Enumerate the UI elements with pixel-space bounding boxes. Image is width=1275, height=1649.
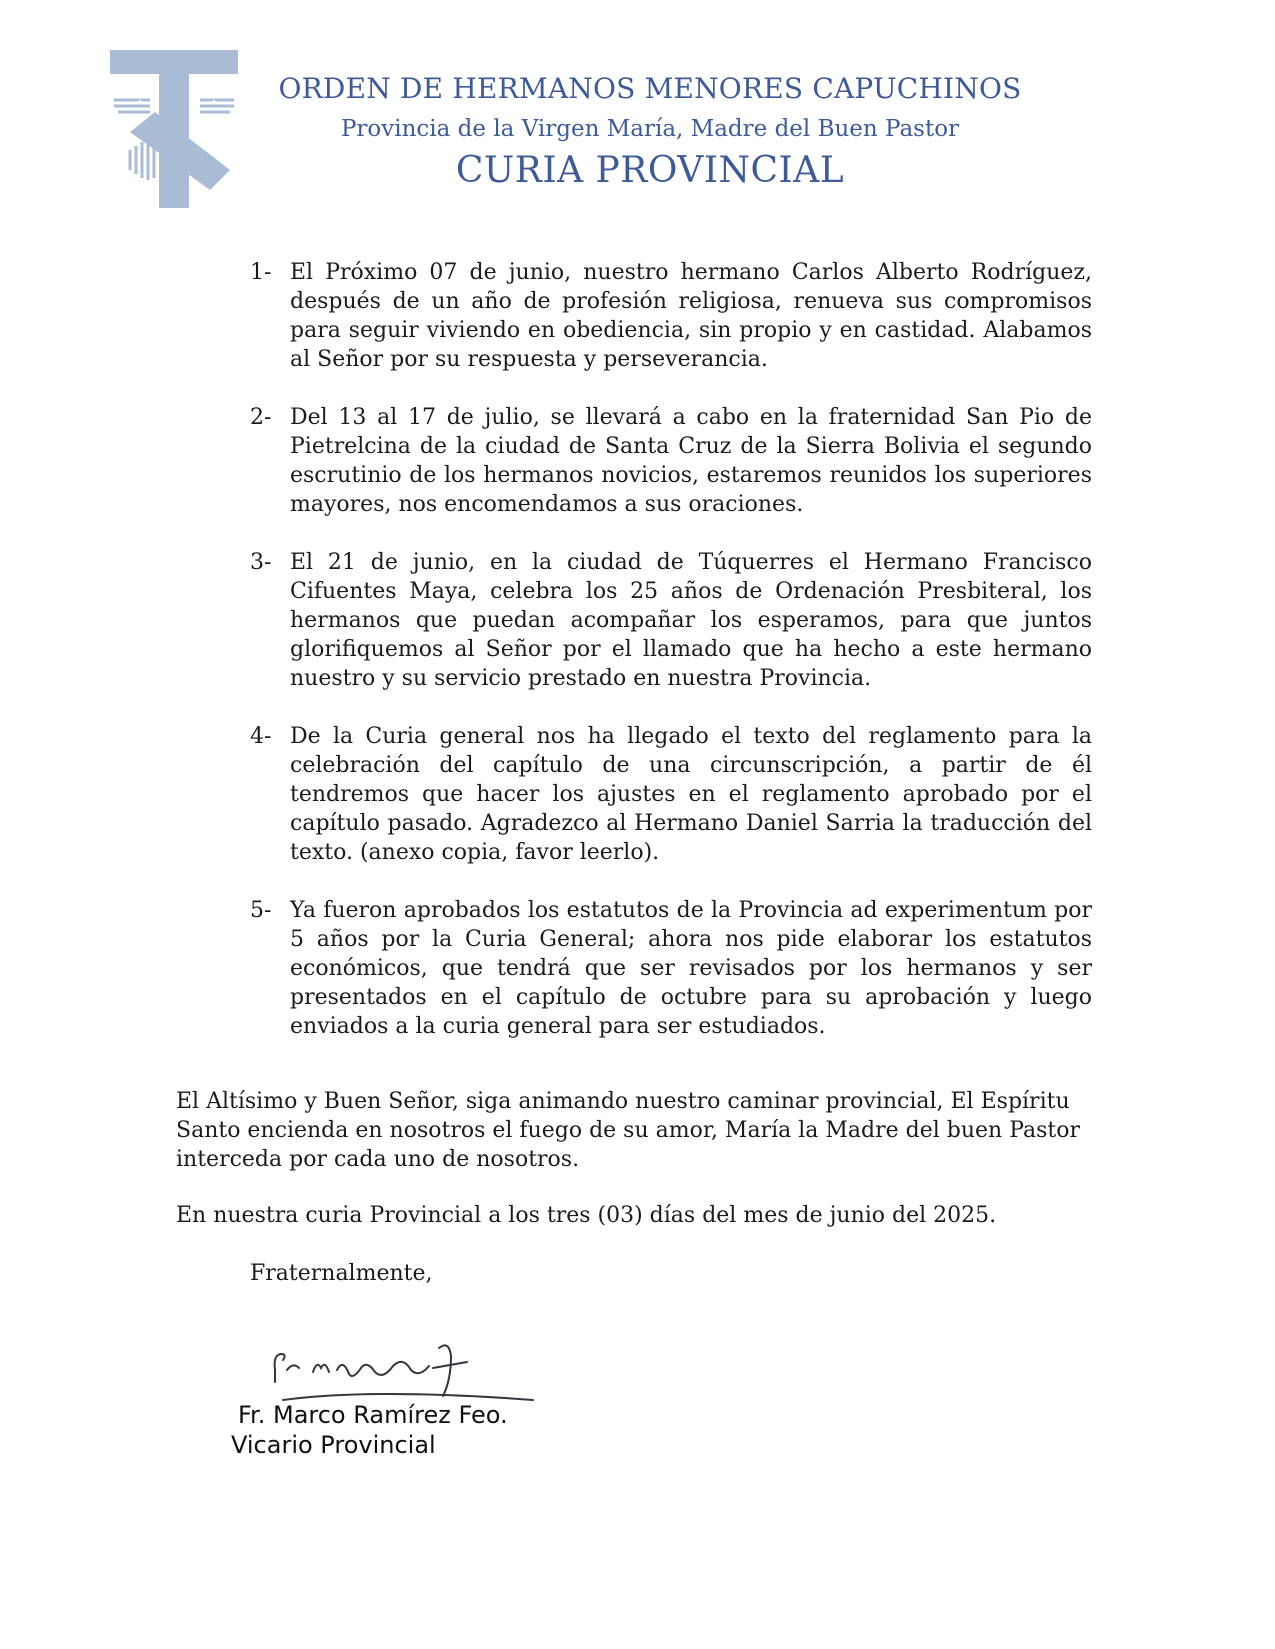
announcement-list	[250, 258, 1092, 1070]
item-text: Ya fueron aprobados los estatutos de la Provincia ad experimentum por 5 años por la Curia General; ahora nos pide elaborar los estatutos económicos, que tendrá que ser revisados por los hermanos y ser presentados en el capítulo de octubre para su aprobación y luego enviados a la curia general para ser estudiados.	[290, 898, 1092, 1039]
item-number: 5-	[250, 898, 272, 923]
item-number: 1-	[250, 260, 272, 285]
item-text: De la Curia general nos ha llegado el texto del reglamento para la celebración del capítulo de una circunscripción, a partir de él tendremos que hacer los ajustes en el reglamento aprobado por el capítulo pasado. Agradezco al Hermano Daniel Sarria la traducción del texto. (anexo copia, favor leerlo).	[290, 724, 1092, 865]
curia-title: CURIA PROVINCIAL	[455, 150, 845, 191]
signer-title: Vicario Provincial	[231, 1431, 436, 1459]
capuchin-logo-icon	[110, 50, 250, 208]
item-number: 4-	[250, 724, 272, 749]
salutation: Fraternalmente,	[250, 1261, 433, 1286]
item-number: 2-	[250, 405, 272, 430]
item-text: El 21 de junio, en la ciudad de Túquerres el Hermano Francisco Cifuentes Maya, celebra los 25 años de Ordenación Presbiteral, los hermanos que puedan acompañar los esperamos, para que juntos glorifiquemos al Señor por el llamado que ha hecho a este hermano nuestro y su servicio prestado en nuestra Provincia.	[290, 550, 1092, 691]
item-text: Del 13 al 17 de julio, se llevará a cabo en la fraternidad San Pio de Pietrelcina de la ciudad de Santa Cruz de la Sierra Bolivia el segundo escrutinio de los hermanos novicios, estaremos reunidos los superiores mayores, nos encomendamos a sus oraciones.	[290, 405, 1092, 517]
date-line: En nuestra curia Provincial a los tres (03) días del mes de junio del 2025.	[176, 1203, 997, 1228]
signer-name: Fr. Marco Ramírez Feo.	[238, 1401, 508, 1429]
list-item	[250, 403, 1092, 519]
item-text: El Próximo 07 de junio, nuestro hermano Carlos Alberto Rodríguez, después de un año de profesión religiosa, renueva sus compromisos para seguir viviendo en obediencia, sin propio y en castidad. Alabamos al Señor por su respuesta y perseverancia.	[290, 260, 1092, 372]
list-item	[250, 258, 1092, 374]
province-name: Provincia de la Virgen María, Madre del Buen Pastor	[340, 116, 960, 142]
list-item	[250, 896, 1092, 1041]
list-item	[250, 722, 1092, 867]
list-item	[250, 548, 1092, 693]
item-number: 3-	[250, 550, 272, 575]
closing-blessing: El Altísimo y Buen Señor, siga animando nuestro caminar provincial, El Espíritu Santo encienda en nosotros el fuego de su amor, María la Madre del buen Pastor interceda por cada uno de nosotros.	[176, 1089, 1081, 1172]
order-name: ORDEN DE HERMANOS MENORES CAPUCHINOS	[278, 72, 1022, 105]
